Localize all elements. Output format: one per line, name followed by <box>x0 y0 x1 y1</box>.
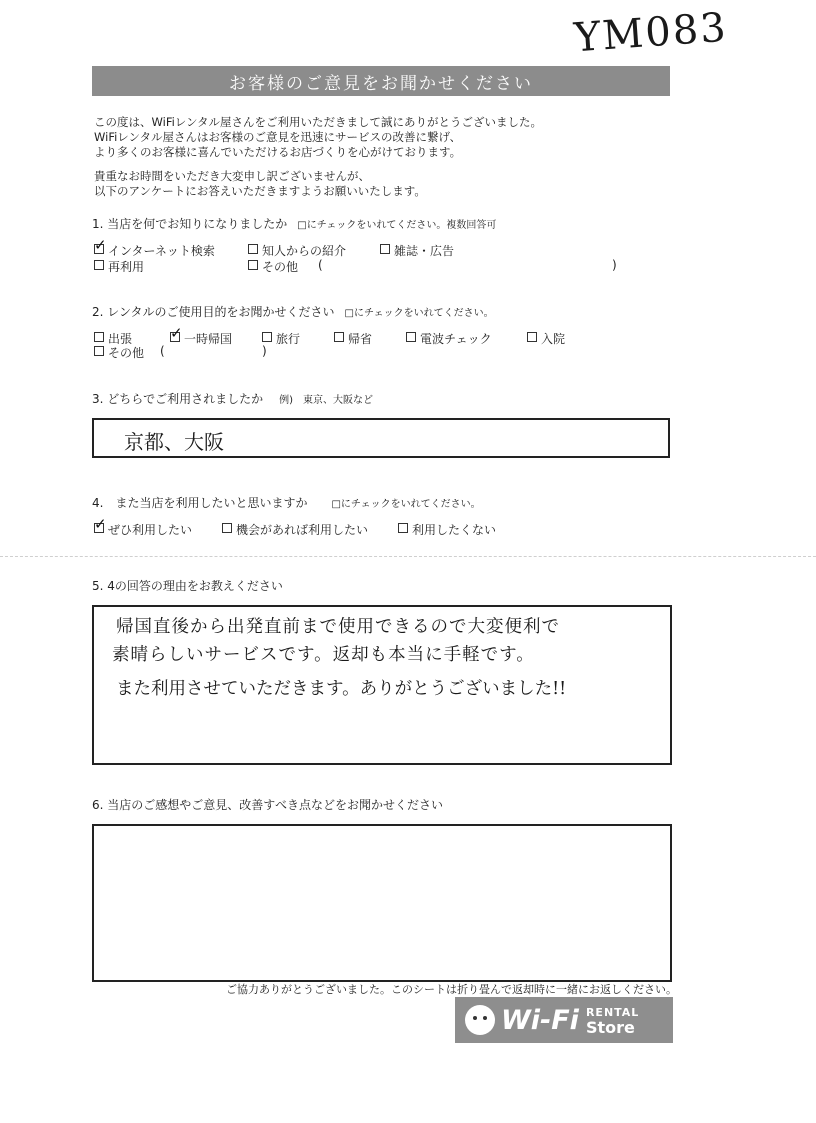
q4-option-if-chance[interactable] <box>222 521 368 538</box>
checkbox-icon[interactable] <box>262 332 272 342</box>
q2-note: □にチェックをいれてください。 <box>344 308 494 319</box>
q1-option-reuse[interactable] <box>94 258 144 275</box>
q1-note: □にチェックをいれてください。複数回答可 <box>297 220 497 231</box>
q3-answer-box[interactable] <box>92 418 670 458</box>
mascot-icon <box>465 1005 495 1035</box>
q1-option-other[interactable] <box>248 258 298 275</box>
checkbox-icon[interactable] <box>527 332 537 342</box>
q5-answer-line-2: 素晴らしいサービスです。返却も本当に手軽です。 <box>112 645 535 665</box>
q2-option-other[interactable] <box>94 344 144 361</box>
checkbox-icon[interactable] <box>248 244 258 254</box>
logo-store-text: Store <box>585 1018 635 1037</box>
checkbox-icon[interactable] <box>170 332 180 342</box>
fold-line <box>0 556 816 557</box>
option-label: 帰省 <box>348 332 373 346</box>
q5-answer-box[interactable] <box>92 605 672 765</box>
option-label: 知人からの紹介 <box>262 244 347 258</box>
q2-option-travel[interactable] <box>262 330 300 347</box>
option-label: その他 <box>108 346 145 360</box>
option-label: その他 <box>262 260 299 274</box>
option-label: 利用したくない <box>412 523 497 537</box>
q3-answer: 京都、大阪 <box>124 430 224 454</box>
checkbox-icon[interactable] <box>222 523 232 533</box>
q1-other-open: ( <box>318 258 323 272</box>
q2-heading <box>92 303 494 320</box>
q2-other-open: ( <box>160 344 165 358</box>
q3-heading <box>92 390 373 407</box>
q6-answer-box[interactable] <box>92 824 672 982</box>
checkbox-icon[interactable] <box>94 260 104 270</box>
intro-line-1: この度は、WiFiレンタル屋さんをご利用いただきまして誠にありがとうございました。 <box>94 115 543 129</box>
q1-label: 1. 当店を何でお知りになりましたか <box>92 217 288 231</box>
option-label: 一時帰国 <box>184 332 233 346</box>
q2-label: 2. レンタルのご使用目的をお聞かせください <box>92 305 335 319</box>
q2-option-visit-home[interactable] <box>334 330 372 347</box>
q1-option-referral[interactable] <box>248 242 346 259</box>
q1-option-magazine[interactable] <box>380 242 454 259</box>
checkbox-icon[interactable] <box>248 260 258 270</box>
checkbox-icon[interactable] <box>334 332 344 342</box>
wifi-rental-store-logo <box>455 997 673 1043</box>
q4-note: □にチェックをいれてください。 <box>331 499 481 510</box>
option-label: ぜひ利用したい <box>108 523 193 537</box>
option-label: 機会があれば利用したい <box>236 523 369 537</box>
q1-option-internet[interactable] <box>94 242 215 259</box>
q5-heading: 5. 4の回答の理由をお教えください <box>92 579 283 593</box>
option-label: 入院 <box>541 332 566 346</box>
q4-option-definitely[interactable] <box>94 521 192 538</box>
q2-other-close: ) <box>262 344 267 358</box>
logo-wifi-text: Wi-Fi <box>501 1004 579 1036</box>
intro-line-2: WiFiレンタル屋さんはお客様のご意見を迅速にサービスの改善に繋げ、 <box>94 130 462 144</box>
option-label: 雑誌・広告 <box>394 244 455 258</box>
q4-option-no[interactable] <box>398 521 496 538</box>
q2-option-hospital[interactable] <box>527 330 565 347</box>
checkbox-icon[interactable] <box>94 346 104 356</box>
checkbox-icon[interactable] <box>94 244 104 254</box>
intro-line-3: より多くのお客様に喜んでいただけるお店づくりを心がけております。 <box>94 145 462 159</box>
intro-line-4: 貴重なお時間をいただき大変申し訳ございませんが、 <box>94 169 370 183</box>
option-label: 再利用 <box>108 260 145 274</box>
option-label: 電波チェック <box>420 332 492 346</box>
q2-option-homecoming[interactable] <box>170 330 232 347</box>
q5-answer-line-3: また利用させていただきます。ありがとうございました!! <box>116 679 567 699</box>
serial-number: YM083 <box>572 4 730 62</box>
page-title: お客様のご意見をお聞かせください <box>92 66 670 96</box>
q3-label: 3. どちらでご利用されましたか <box>92 392 264 406</box>
q6-heading: 6. 当店のご感想やご意見、改善すべき点などをお聞かせください <box>92 798 444 812</box>
intro-line-5: 以下のアンケートにお答えいただきますようお願いいたします。 <box>94 184 426 198</box>
q1-other-close: ) <box>612 258 617 272</box>
q4-label: 4. また当店を利用したいと思いますか <box>92 496 308 510</box>
checkbox-icon[interactable] <box>380 244 390 254</box>
option-label: 出張 <box>108 332 133 346</box>
logo-rental-text: RENTAL <box>585 1006 640 1019</box>
checkbox-icon[interactable] <box>406 332 416 342</box>
q1-heading <box>92 215 496 232</box>
q5-answer-line-1: 帰国直後から出発直前まで使用できるので大変便利で <box>116 617 560 637</box>
option-label: インターネット検索 <box>108 244 215 258</box>
checkbox-icon[interactable] <box>94 332 104 342</box>
q4-heading <box>92 494 481 511</box>
option-label: 旅行 <box>276 332 301 346</box>
q3-example: 例) 東京、大阪など <box>279 395 374 406</box>
logo-right <box>586 1005 639 1035</box>
checkbox-icon[interactable] <box>398 523 408 533</box>
q2-option-signal-check[interactable] <box>406 330 492 347</box>
footer-text: ご協力ありがとうございました。このシートは折り畳んで返却時に一緒にお返しください。 <box>226 983 677 996</box>
checkbox-icon[interactable] <box>94 523 104 533</box>
